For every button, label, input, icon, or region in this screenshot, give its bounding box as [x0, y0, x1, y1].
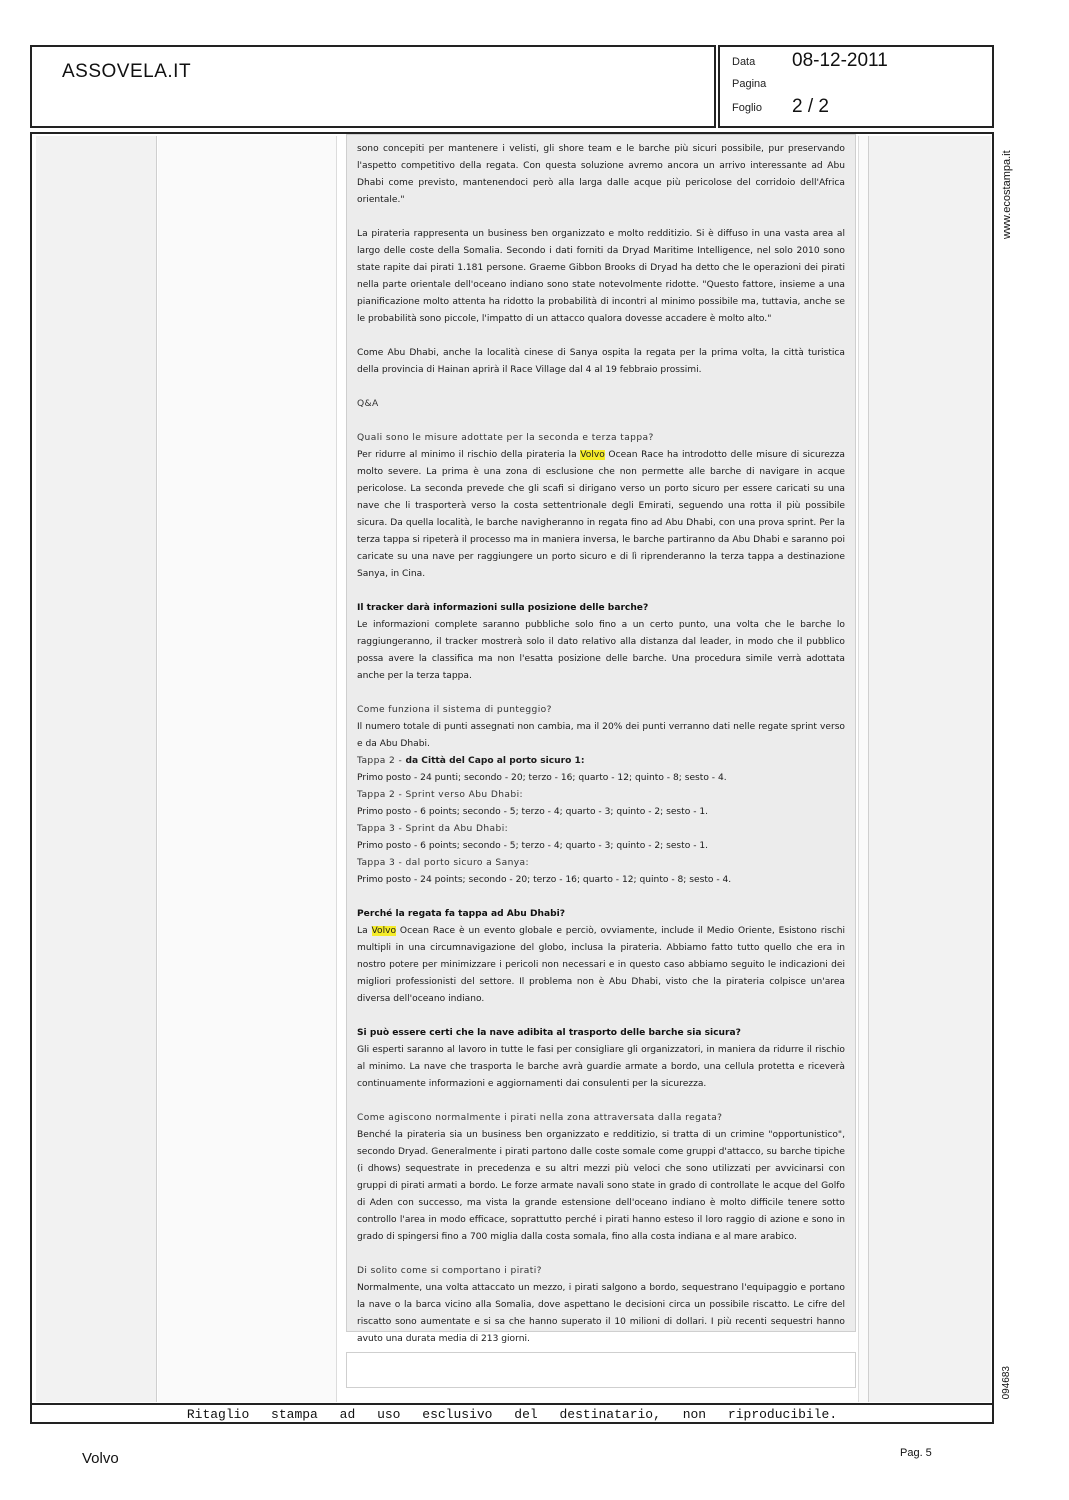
right-gutter-column	[858, 136, 868, 1402]
source-name: ASSOVELA.IT	[62, 61, 192, 82]
stage-2-sprint-points: Primo posto - 6 points; secondo - 5; terzo - 4; quarto - 3; quinto - 2; sesto - 1.	[357, 807, 709, 817]
stage-2-route: da Città del Capo al porto sicuro 1:	[405, 756, 585, 766]
answer-abu-dhabi-start: La	[357, 926, 372, 936]
stage-3-sprint-label: Tappa 3 - Sprint da Abu Dhabi:	[357, 824, 509, 834]
question-pirate-conduct: Di solito come si comportano i pirati?	[357, 1266, 542, 1276]
stage-3-label: Tappa 3 - dal porto sicuro a Sanya:	[357, 858, 529, 868]
answer-scoring: Il numero totale di punti assegnati non cambia, ma il 20% dei punti verranno dati nelle regate sprint verso e da Abu Dhabi.	[357, 722, 845, 749]
right-margin-column	[868, 136, 991, 1402]
highlight-volvo: Volvo	[580, 450, 605, 460]
question-pirate-behaviour: Come agiscono normalmente i pirati nella zona attraversata dalla regata?	[357, 1113, 723, 1123]
answer-measures-start: Per ridurre al minimo il rischio della pirateria la	[357, 450, 581, 460]
stage-2-points: Primo posto - 24 punti; secondo - 20; terzo - 16; quarto - 12; quinto - 8; sesto - 4.	[357, 773, 727, 783]
qa-block-scoring	[357, 702, 845, 889]
question-tracker: Il tracker darà informazioni sulla posizione delle barche?	[357, 603, 649, 613]
answer-pirate-conduct: Normalmente, una volta attaccato un mezzo, i pirati salgono a bordo, sequestrano l'equipaggio e portano la nave o la barca vicino alla Somalia, dove aspettano le decisioni circa un possibile riscatto. Le cifre del riscatto sono aumentate e si sa che hanno superato il 10 milioni di dollari. I più recenti sequestri hanno avuto una durata media di 213 giorni.	[357, 1283, 845, 1344]
stage-3-sprint-points: Primo posto - 6 points; secondo - 5; terzo - 4; quarto - 3; quinto - 2; sesto - 1.	[357, 841, 709, 851]
qa-heading: Q&A	[357, 399, 379, 409]
qa-block-pirate-conduct	[357, 1263, 845, 1348]
header-meta-box	[718, 45, 994, 128]
date-value: 08-12-2011	[792, 50, 888, 71]
empty-comment-box	[346, 1352, 856, 1388]
qa-block-measures	[357, 430, 845, 583]
keyword-label: Volvo	[82, 1450, 119, 1467]
sheet-label: Foglio	[732, 102, 762, 114]
sheet-value: 2 / 2	[792, 96, 829, 117]
side-url: www.ecostampa.it	[1001, 150, 1013, 239]
left-gutter-column	[158, 136, 337, 1402]
question-abu-dhabi: Perché la regata fa tappa ad Abu Dhabi?	[357, 909, 566, 919]
answer-abu-dhabi-rest: Ocean Race è un evento globale e perciò, ovviamente, include il Medio Oriente, Esistono rischi multipli in una circumnavigazione del globo, inclusa la pirateria. Abbiamo fatto tutto quello che era in nostro potere per minimizzare i pericoli non necessari e in questo caso abbiamo seguito le indicazioni dei migliori professionisti del settore. Il problema non è Abu Dhabi, visto che la pirateria colpisce un'area diversa dell'oceano indiano.	[357, 926, 845, 1004]
stage-2-sprint-label: Tappa 2 - Sprint verso Abu Dhabi:	[357, 790, 523, 800]
answer-ship-safety: Gli esperti saranno al lavoro in tutte le fasi per consigliare gli organizzatori, in maniera da ridurre il rischio al minimo. La nave che trasporta le barche avrà guardie armate a bordo, una cellula protetta e riceverà continuamente informazioni e aggiornamenti dai consulenti per la sicurezza.	[357, 1045, 845, 1089]
clipping-frame	[30, 132, 994, 1424]
highlight-volvo: Volvo	[371, 926, 397, 936]
qa-block-tracker	[357, 600, 845, 685]
paragraph-piracy-business: La pirateria rappresenta un business ben organizzato e molto redditizio. Si è diffuso in una vasta area al largo delle coste della Somalia. Secondo i dati forniti da Dryad Maritime Intelligence, nel solo 2010 sono state rapite dai pirati 1.181 persone. Graeme Gibbon Brooks di Dryad ha detto che le operazioni dei pirati nella parte orientale dell'oceano indiano sono state notevolmente ridotte. "Questo fattore, insieme a una pianificazione molto attenta ha ridotto la probabilità di incontri al minimo possibile ma, tuttavia, anche se le probabilità sono piccole, l'impatto di un attacco qualora dovesse accadere è molto alto."	[357, 229, 845, 324]
page-number: Pag. 5	[900, 1447, 932, 1459]
question-scoring: Come funziona il sistema di punteggio?	[357, 705, 552, 715]
stage-2-label: Tappa 2 -	[357, 756, 406, 766]
qa-block-pirate-behaviour	[357, 1110, 845, 1246]
question-measures: Quali sono le misure adottate per la seconda e terza tappa?	[357, 433, 654, 443]
reproduction-notice: Ritaglio stampa ad uso esclusivo del destinatario, non riproducibile.	[30, 1403, 994, 1423]
qa-label	[357, 396, 845, 413]
question-ship-safety: Si può essere certi che la nave adibita al trasporto delle barche sia sicura?	[357, 1028, 741, 1038]
paragraph-sanya: Come Abu Dhabi, anche la località cinese di Sanya ospita la regata per la prima volta, la città turistica della provincia di Hainan aprirà il Race Village dal 4 al 19 febbraio prossimi.	[357, 348, 845, 375]
header-source-box	[30, 45, 716, 128]
page-label: Pagina	[732, 78, 767, 90]
stage-3-points: Primo posto - 24 points; secondo - 20; terzo - 16; quarto - 12; quinto - 8; sesto - 4.	[357, 875, 732, 885]
qa-block-ship-safety	[357, 1025, 845, 1093]
qa-block-abu-dhabi	[357, 906, 845, 1008]
answer-tracker: Le informazioni complete saranno pubbliche solo fino a un certo punto, una volta che le barche lo raggiungeranno, il tracker mostrerà solo il dato relativo alla distanza dal leader, in modo che il pubblico possa avere la classifica ma non l'esatta posizione delle barche. Una procedura simile verrà adottata anche per la terza tappa.	[357, 620, 845, 681]
article-body	[346, 134, 856, 1344]
left-margin-column	[36, 136, 157, 1402]
side-code: 094683	[1001, 1366, 1012, 1400]
answer-pirate-behaviour: Benché la pirateria sia un business ben organizzato e redditizio, si tratta di un crimine "opportunistico", secondo Dryad. Generalmente i pirati partono dalle coste somale come gruppi d'attacco, su barche tipiche (i dhows) sequestrate in precedenza e su altri mezzi più veloci che sono utilizzati per avvicinarsi con gruppi di pirati armati a bordo. Le forze armate navali sono state in grado di controllate le acque del Golfo di Aden con successo, ma vista la grande estensione dell'oceano indiano è molto difficile tenere sotto controllo l'area in modo efficace, soprattutto perché i pirati hanno esteso il loro raggio di azione e sono in grado di spingersi fino a 700 miglia dalla costa somala, fino alla costa indiana e al mare arabico.	[357, 1130, 845, 1242]
answer-measures-rest: Ocean Race ha introdotto delle misure di sicurezza molto severe. La prima è una zona di esclusione che non permette alle barche di navigare in acque pericolose. La seconda prevede che gli scafi si dirigano verso un porto sicuro per essere caricati su una nave che li trasporterà verso la costa settentrionale degli Emirati, seguendo una rotta il più possibile sicura. Da quella località, le barche navigheranno in regata fino ad Abu Dhabi, con una prova sprint. Per la terza tappa si ripeterà il processo ma in maniera inversa, le barche partiranno da Abu Dhabi e saranno poi caricate su una nave per raggiungere un porto sicuro e di lì riprenderanno la terza tappa a destinazione Sanya, in Cina.	[357, 450, 845, 579]
date-label: Data	[732, 56, 756, 68]
paragraph-intro-quote: sono concepiti per mantenere i velisti, gli shore team e le barche più sicuri possibile, pur preservando l'aspetto competitivo della regata. Con questa soluzione avremo ancora un arrivo interessante ad Abu Dhabi come previsto, mantenendoci però alla larga dalle acque più pericolose del corridoio dell'Africa orientale."	[357, 144, 845, 205]
